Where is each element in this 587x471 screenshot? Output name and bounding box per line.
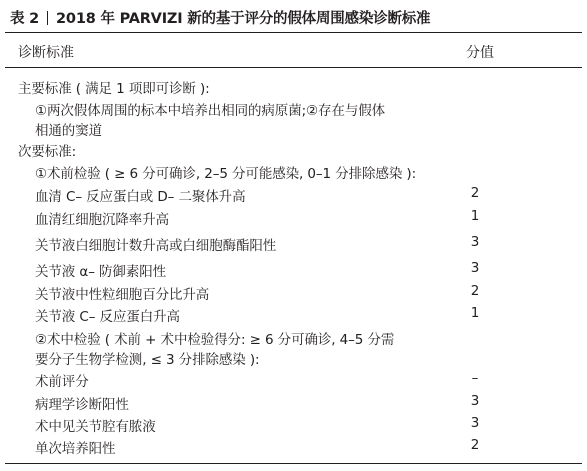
minor-criteria-title: 次要标准: [18,144,77,160]
header-criteria: 诊断标准 [18,45,74,61]
header-score: 分值 [466,45,494,61]
preop-item-score: 3 [470,260,480,276]
intraop-item-score: – [471,370,479,386]
preop-item-label: 血清红细胞沉降率升高 [35,212,169,228]
intraop-item-label: 单次培养阳性 [35,441,116,457]
table-caption [10,7,580,28]
top-rule [5,32,582,33]
preop-item-label: 关节液 α– 防御素阳性 [35,264,167,280]
bottom-rule [5,463,582,464]
caption-separator [47,11,48,25]
intraop-item-label: 术前评分 [35,374,89,390]
caption-label: 表 2 [10,11,40,27]
preop-item-label: 关节液白细胞计数升高或白细胞酶酯阳性 [35,238,277,254]
header-rule [5,67,582,68]
preop-item-score: 2 [470,185,480,201]
preop-tests-title: ①术前检验 ( ≥ 6 分可确诊, 2–5 分可能感染, 0–1 分排除感染 ): [35,166,417,182]
intraop-item-label: 术中见关节腔有脓液 [35,419,156,435]
intraop-item-score: 3 [470,415,480,431]
preop-item-label: 关节液中性粒细胞百分比升高 [35,287,210,303]
preop-item-label: 关节液 C– 反应蛋白升高 [35,309,180,325]
major-criteria-line-2: 相通的窦道 [35,123,102,139]
preop-item-score: 2 [470,283,480,299]
major-criteria-line-1: ①两次假体周围的标本中培养出相同的病原菌;②存在与假体 [35,103,386,119]
preop-item-label: 血清 C– 反应蛋白或 D– 二聚体升高 [35,189,246,205]
intraop-item-label: 病理学诊断阳性 [35,397,129,413]
preop-item-score: 3 [470,234,480,250]
intraop-tests-title-line-2: 要分子生物学检测, ≤ 3 分排除感染 ): [35,352,260,368]
intraop-tests-title-line-1: ②术中检验 ( 术前 + 术中检验得分: ≥ 6 分可确诊, 4–5 分需 [35,332,395,348]
preop-item-score: 1 [470,305,480,321]
caption-text: 2018 年 PARVIZI 新的基于评分的假体周围感染诊断标准 [56,11,431,27]
intraop-item-score: 2 [470,437,480,453]
preop-item-score: 1 [470,208,480,224]
intraop-item-score: 3 [470,393,480,409]
major-criteria-title: 主要标准 ( 满足 1 项即可诊断 ): [18,81,210,97]
